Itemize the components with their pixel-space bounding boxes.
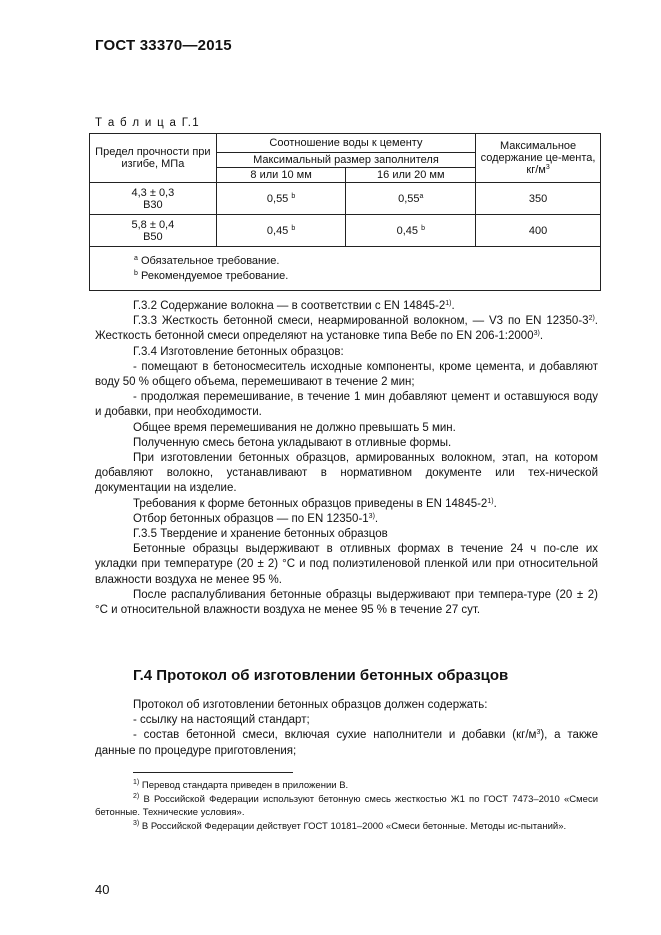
header-ratio: Соотношение воды к цементу — [216, 134, 475, 153]
header-cement: Максимальное содержание це-мента, $кг/м^3$ — [476, 134, 601, 183]
paragraph: Полученную смесь бетона укладывают в отливные формы. — [133, 436, 452, 449]
paragraph: Требования к форме бетонных образцов приведены в EN 14845-2$^{1)}$. — [133, 497, 497, 510]
section-heading: Г.4 Протокол об изготовлении бетонных образцов — [133, 667, 509, 684]
paragraph: - состав бетонной смеси, включая сухие наполнители и добавки $(кг/м^3)$, а также данные по процедуре приготовления; — [95, 729, 598, 757]
header-strength: Предел прочности при изгибе, МПа — [90, 134, 217, 183]
ratio-cell: 0,45 $^b$ — [346, 215, 476, 247]
page-number: 40 — [95, 882, 110, 897]
header-aggregate: Максимальный размер заполнителя — [216, 153, 475, 168]
footnote: $^{3)}$ В Российской Федерации действует ГОСТ 10181–2000 «Смеси бетонные. Методы ис-пытаний». — [133, 819, 567, 832]
paragraph: Г.3.4 Изготовление бетонных образцов: — [133, 345, 344, 358]
paragraph: Г.3.2 Содержание волокна — в соответствии с EN 14845-2$^{1)}$. — [133, 300, 455, 312]
paragraph: - помещают в бетоносмеситель исходные компоненты, кроме цемента, и добавляют воду 50 % общего объема, перемешивают в течение 2 мин; — [95, 360, 598, 389]
header-size-1: 8 или 10 мм — [216, 168, 346, 183]
paragraph: Г.3.5 Твердение и хранение бетонных образцов — [133, 528, 388, 541]
table-caption: Т а б л и ц а Г.1 — [95, 117, 201, 129]
footnote: $^{2)}$ В Российской Федерации используют бетонную смесь жесткостью Ж1 по ГОСТ 7473–2010 «Смеси бетонные. Технические условия». — [95, 792, 599, 818]
main-text — [95, 299, 598, 618]
header-size-2: 16 или 20 мм — [346, 168, 476, 183]
ratio-cell: 0,45 $^b$ — [216, 215, 346, 247]
footnotes — [95, 779, 598, 833]
paragraph: Г.3.3 Жесткость бетонной смеси, неармированной волокном, — V3 по EN 12350-3$^{2)}$. Жесткость бетонной смеси определяют на установке типа Вебе по EN 206-1:2000$^{3)}$. — [95, 315, 598, 343]
paragraph: Протокол об изготовлении бетонных образцов должен содержать: — [133, 699, 488, 711]
strength-cell: 5,8 ± 0,4 В50 — [90, 215, 217, 247]
table-note: $^a$ Обязательное требование. — [134, 255, 280, 267]
document-header: ГОСТ 33370—2015 — [95, 37, 232, 54]
table-row — [90, 215, 601, 247]
strength-cell: 4,3 ± 0,3 В30 — [90, 183, 217, 215]
paragraph: После распалубливания бетонные образцы выдерживают при темпера-туре (20 ± 2) °С и относительной влажности воздуха не менее 95 % в течение 27 сут. — [95, 588, 598, 617]
table-notes — [90, 247, 601, 291]
section-text — [95, 698, 598, 759]
paragraph: Отбор бетонных образцов — по EN 12350-1$^{3)}$. — [133, 512, 379, 525]
paragraph: При изготовлении бетонных образцов, армированных волокном, этап, на котором добавляют волокно, устанавливают в нормативном документе или тех-нической документации на изделие. — [95, 452, 598, 495]
footnote-divider — [133, 772, 293, 773]
paragraph: - ссылку на настоящий стандарт; — [133, 714, 310, 727]
footnote: $^{1)}$ Перевод стандарта приведен в приложении В. — [133, 779, 349, 791]
ratio-cell: 0,55 $^b$ — [216, 183, 346, 215]
table-g1 — [89, 133, 601, 291]
paragraph: Общее время перемешивания не должно превышать 5 мин. — [133, 421, 456, 434]
paragraph: - продолжая перемешивание, в течение 1 мин добавляют цемент и оставшуюся воду и добавки, при необходимости. — [95, 391, 598, 419]
table-note: $^b$ Рекомендуемое требование. — [134, 270, 289, 282]
cement-cell: 350 — [476, 183, 601, 215]
ratio-cell: 0,55$^a$ — [346, 183, 476, 215]
cement-cell: 400 — [476, 215, 601, 247]
paragraph: Бетонные образцы выдерживают в отливных формах в течение 24 ч по-сле их укладки при температуре (20 ± 2) °С и под полиэтиленовой пленкой или при относительной влажности воздуха не менее 95 %. — [95, 543, 598, 586]
table-row — [90, 183, 601, 215]
